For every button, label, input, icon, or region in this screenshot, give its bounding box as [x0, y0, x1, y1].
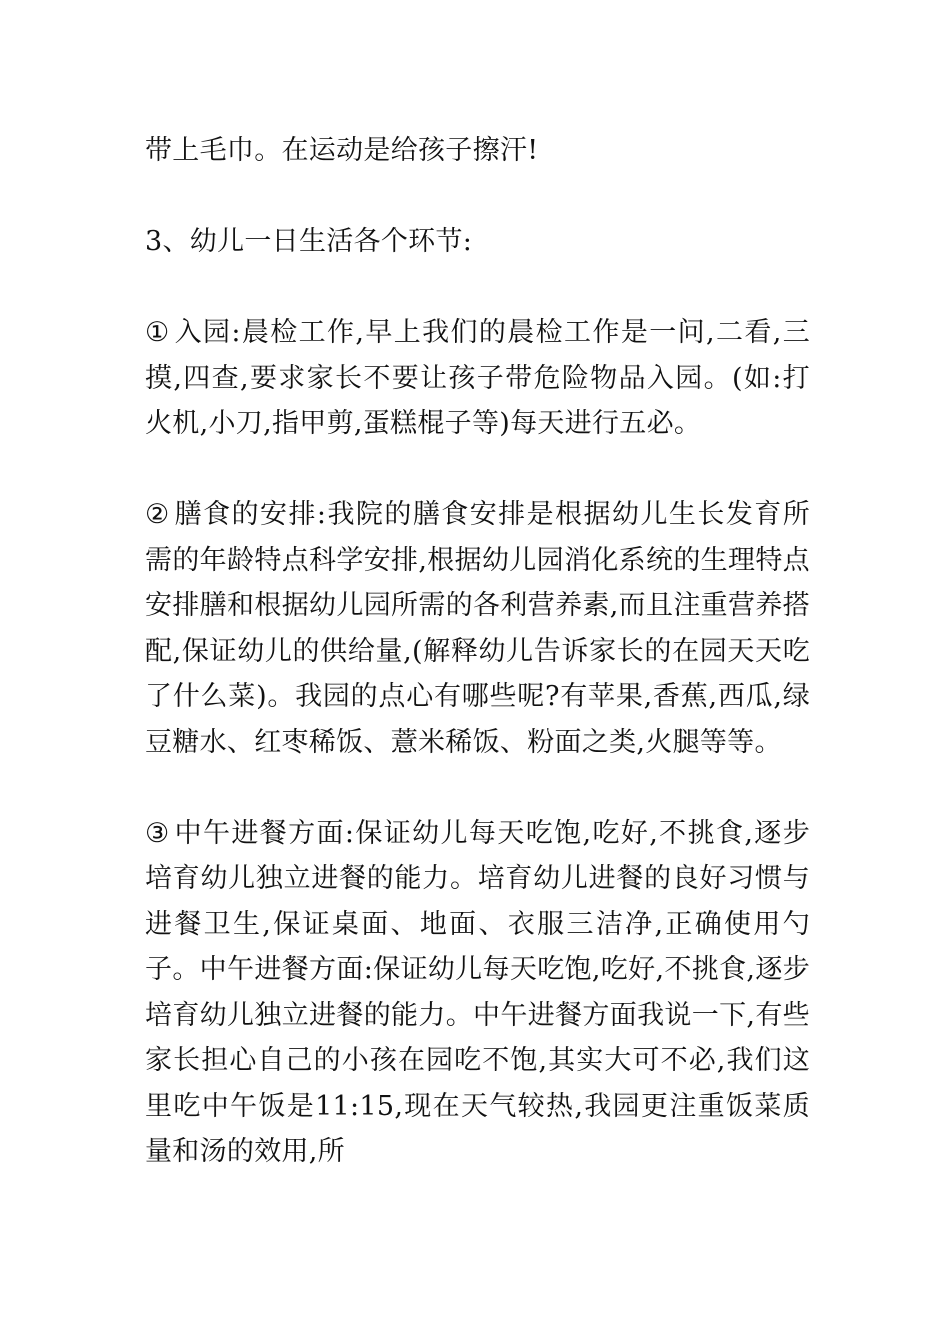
section-heading-daily-routine [145, 219, 810, 265]
list-marker: ③ [145, 817, 171, 849]
paragraph-meal-arrangement [145, 492, 810, 765]
paragraph-text: 中午进餐方面:保证幼儿每天吃饱,吃好,不挑食,逐步培育幼儿独立进餐的能力。培育幼儿进餐的良好习惯与进餐卫生,保证桌面、地面、衣服三洁净,正确使用勺子。中午进餐方面:保证幼儿每天吃饱,吃好,不挑食,逐步培育幼儿独立进餐的能力。中午进餐方面我说一下,有些家长担心自己的小孩在园吃不饱,其实大可不必,我们这里吃中午饭是11:15,现在天气较热,我园更注重饭菜质量和汤的效用,所 [145, 817, 810, 1167]
paragraph-towel-note [145, 128, 810, 174]
paragraph-lunch [145, 811, 810, 1175]
paragraph-text: 带上毛巾。在运动是给孩子擦汗! [145, 135, 539, 166]
paragraph-text: 膳食的安排:我院的膳食安排是根据幼儿生长发育所需的年龄特点科学安排,根据幼儿园消化系统的生理特点安排膳和根据幼儿园所需的各利营养素,而且注重营养搭配,保证幼儿的供给量,(解释幼儿告诉家长的在园天天吃了什么菜)。我园的点心有哪些呢?有苹果,香蕉,西瓜,绿豆糖水、红枣稀饭、薏米稀饭、粉面之类,火腿等等。 [145, 499, 811, 758]
paragraph-gap [145, 447, 810, 493]
list-marker: ② [145, 499, 171, 530]
document-body [145, 128, 810, 1175]
paragraph-arrival [145, 310, 810, 447]
list-marker: ① [145, 317, 171, 348]
paragraph-gap [145, 265, 810, 311]
paragraph-gap [145, 174, 810, 220]
paragraph-text: 入园:晨检工作,早上我们的晨检工作是一问,二看,三摸,四查,要求家长不要让孩子带危险物品入园。(如:打火机,小刀,指甲剪,蛋糕棍子等)每天进行五必。 [145, 317, 810, 439]
paragraph-gap [145, 765, 810, 811]
heading-text: 3、幼儿一日生活各个环节: [145, 226, 473, 257]
